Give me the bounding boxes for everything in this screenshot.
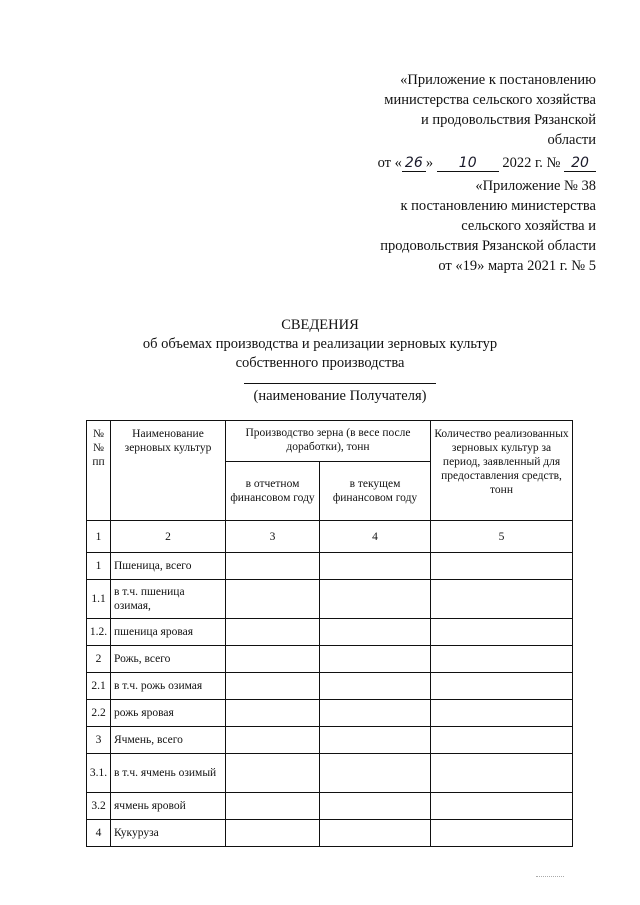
value-cell: [226, 754, 320, 793]
value-cell: [320, 754, 431, 793]
value-cell: [320, 619, 431, 646]
header-reporting-year: в отчетном финансовом году: [226, 462, 320, 521]
scan-smudge: [536, 876, 564, 877]
appendix-previous-line: сельского хозяйства и: [461, 218, 596, 234]
value-cell: [431, 727, 573, 754]
title-heading: СВЕДЕНИЯ: [281, 317, 359, 333]
row-number: 4: [87, 820, 111, 847]
header-current-year: в текущем финансовом году: [320, 462, 431, 521]
row-number: 2: [87, 646, 111, 673]
value-cell: [320, 646, 431, 673]
table-row: [87, 619, 573, 646]
value-cell: [431, 673, 573, 700]
crop-name: пшеница яровая: [111, 619, 226, 646]
value-cell: [431, 793, 573, 820]
value-cell: [431, 619, 573, 646]
row-number: 2.2: [87, 700, 111, 727]
appendix-previous-line: к постановлению министерства: [400, 198, 596, 214]
crop-name: рожь яровая: [111, 700, 226, 727]
column-number: 3: [226, 521, 320, 553]
column-number: 5: [431, 521, 573, 553]
table-row: [87, 700, 573, 727]
document-title: [0, 316, 640, 373]
table-row: [87, 646, 573, 673]
row-number: 2.1: [87, 673, 111, 700]
header-crop: Наименование зерновых культур: [111, 421, 226, 521]
value-cell: [320, 553, 431, 580]
value-cell: [431, 820, 573, 847]
crop-name: в т.ч. ячмень озимый: [111, 754, 226, 793]
value-cell: [320, 580, 431, 619]
table-row: [87, 553, 573, 580]
crop-name: в т.ч. пшеница озимая,: [111, 580, 226, 619]
date-mid: »: [425, 155, 434, 171]
value-cell: [431, 700, 573, 727]
appendix-previous-line: продовольствия Рязанской области: [380, 238, 596, 254]
column-number: 2: [111, 521, 226, 553]
column-number: 4: [320, 521, 431, 553]
value-cell: [226, 553, 320, 580]
value-cell: [226, 727, 320, 754]
column-number-row: [87, 521, 573, 553]
title-line: об объемах производства и реализации зерновых культур: [142, 336, 498, 352]
appendix-previous-line: от «19» марта 2021 г. № 5: [438, 258, 596, 274]
row-number: 1.1: [87, 580, 111, 619]
table-row: [87, 580, 573, 619]
header-sold: Количество реализованных зерновых культур за период, заявленный для предоставления средств, тонн: [431, 421, 573, 521]
row-number: 1: [87, 553, 111, 580]
recipient-caption: (наименование Получателя): [253, 388, 427, 404]
value-cell: [431, 580, 573, 619]
crop-name: Ячмень, всего: [111, 727, 226, 754]
value-cell: [320, 793, 431, 820]
table-row: [87, 820, 573, 847]
title-line: собственного производства: [235, 355, 405, 371]
crops-table: [86, 420, 573, 847]
table-header-row: [87, 421, 573, 462]
date-year: 2022 г. №: [502, 155, 561, 171]
value-cell: [226, 820, 320, 847]
appendix-current-line: «Приложение к постановлению: [400, 72, 596, 88]
value-cell: [320, 700, 431, 727]
recipient-underline: [244, 383, 436, 384]
value-cell: [226, 673, 320, 700]
row-number: 3: [87, 727, 111, 754]
crop-name: Пшеница, всего: [111, 553, 226, 580]
table-row: [87, 673, 573, 700]
row-number: 3.1.: [87, 754, 111, 793]
value-cell: [431, 646, 573, 673]
column-number: 1: [87, 521, 111, 553]
appendix-current-line: области: [547, 132, 596, 148]
appendix-current-line: министерства сельского хозяйства: [384, 92, 596, 108]
date-day: 26: [402, 156, 426, 172]
value-cell: [431, 754, 573, 793]
table-row: [87, 727, 573, 754]
table-row: [87, 754, 573, 793]
value-cell: [320, 673, 431, 700]
appendix-current-line: и продовольствия Рязанской: [420, 112, 596, 128]
crop-name: Кукуруза: [111, 820, 226, 847]
header-production: Производство зерна (в весе после доработки), тонн: [226, 421, 431, 462]
crop-name: Рожь, всего: [111, 646, 226, 673]
appendix-current-date: [378, 153, 596, 173]
appendix-current: [378, 70, 596, 173]
appendix-previous: [380, 176, 596, 276]
row-number: 1.2.: [87, 619, 111, 646]
value-cell: [226, 646, 320, 673]
header-num: № № пп: [87, 421, 111, 521]
document-number: 20: [564, 156, 596, 172]
row-number: 3.2: [87, 793, 111, 820]
value-cell: [320, 727, 431, 754]
value-cell: [320, 820, 431, 847]
date-prefix: от «: [377, 155, 402, 171]
value-cell: [226, 580, 320, 619]
value-cell: [431, 553, 573, 580]
value-cell: [226, 700, 320, 727]
date-month: 10: [437, 156, 499, 172]
table-row: [87, 793, 573, 820]
crop-name: в т.ч. рожь озимая: [111, 673, 226, 700]
value-cell: [226, 793, 320, 820]
crop-name: ячмень яровой: [111, 793, 226, 820]
appendix-previous-line: «Приложение № 38: [475, 178, 596, 194]
value-cell: [226, 619, 320, 646]
